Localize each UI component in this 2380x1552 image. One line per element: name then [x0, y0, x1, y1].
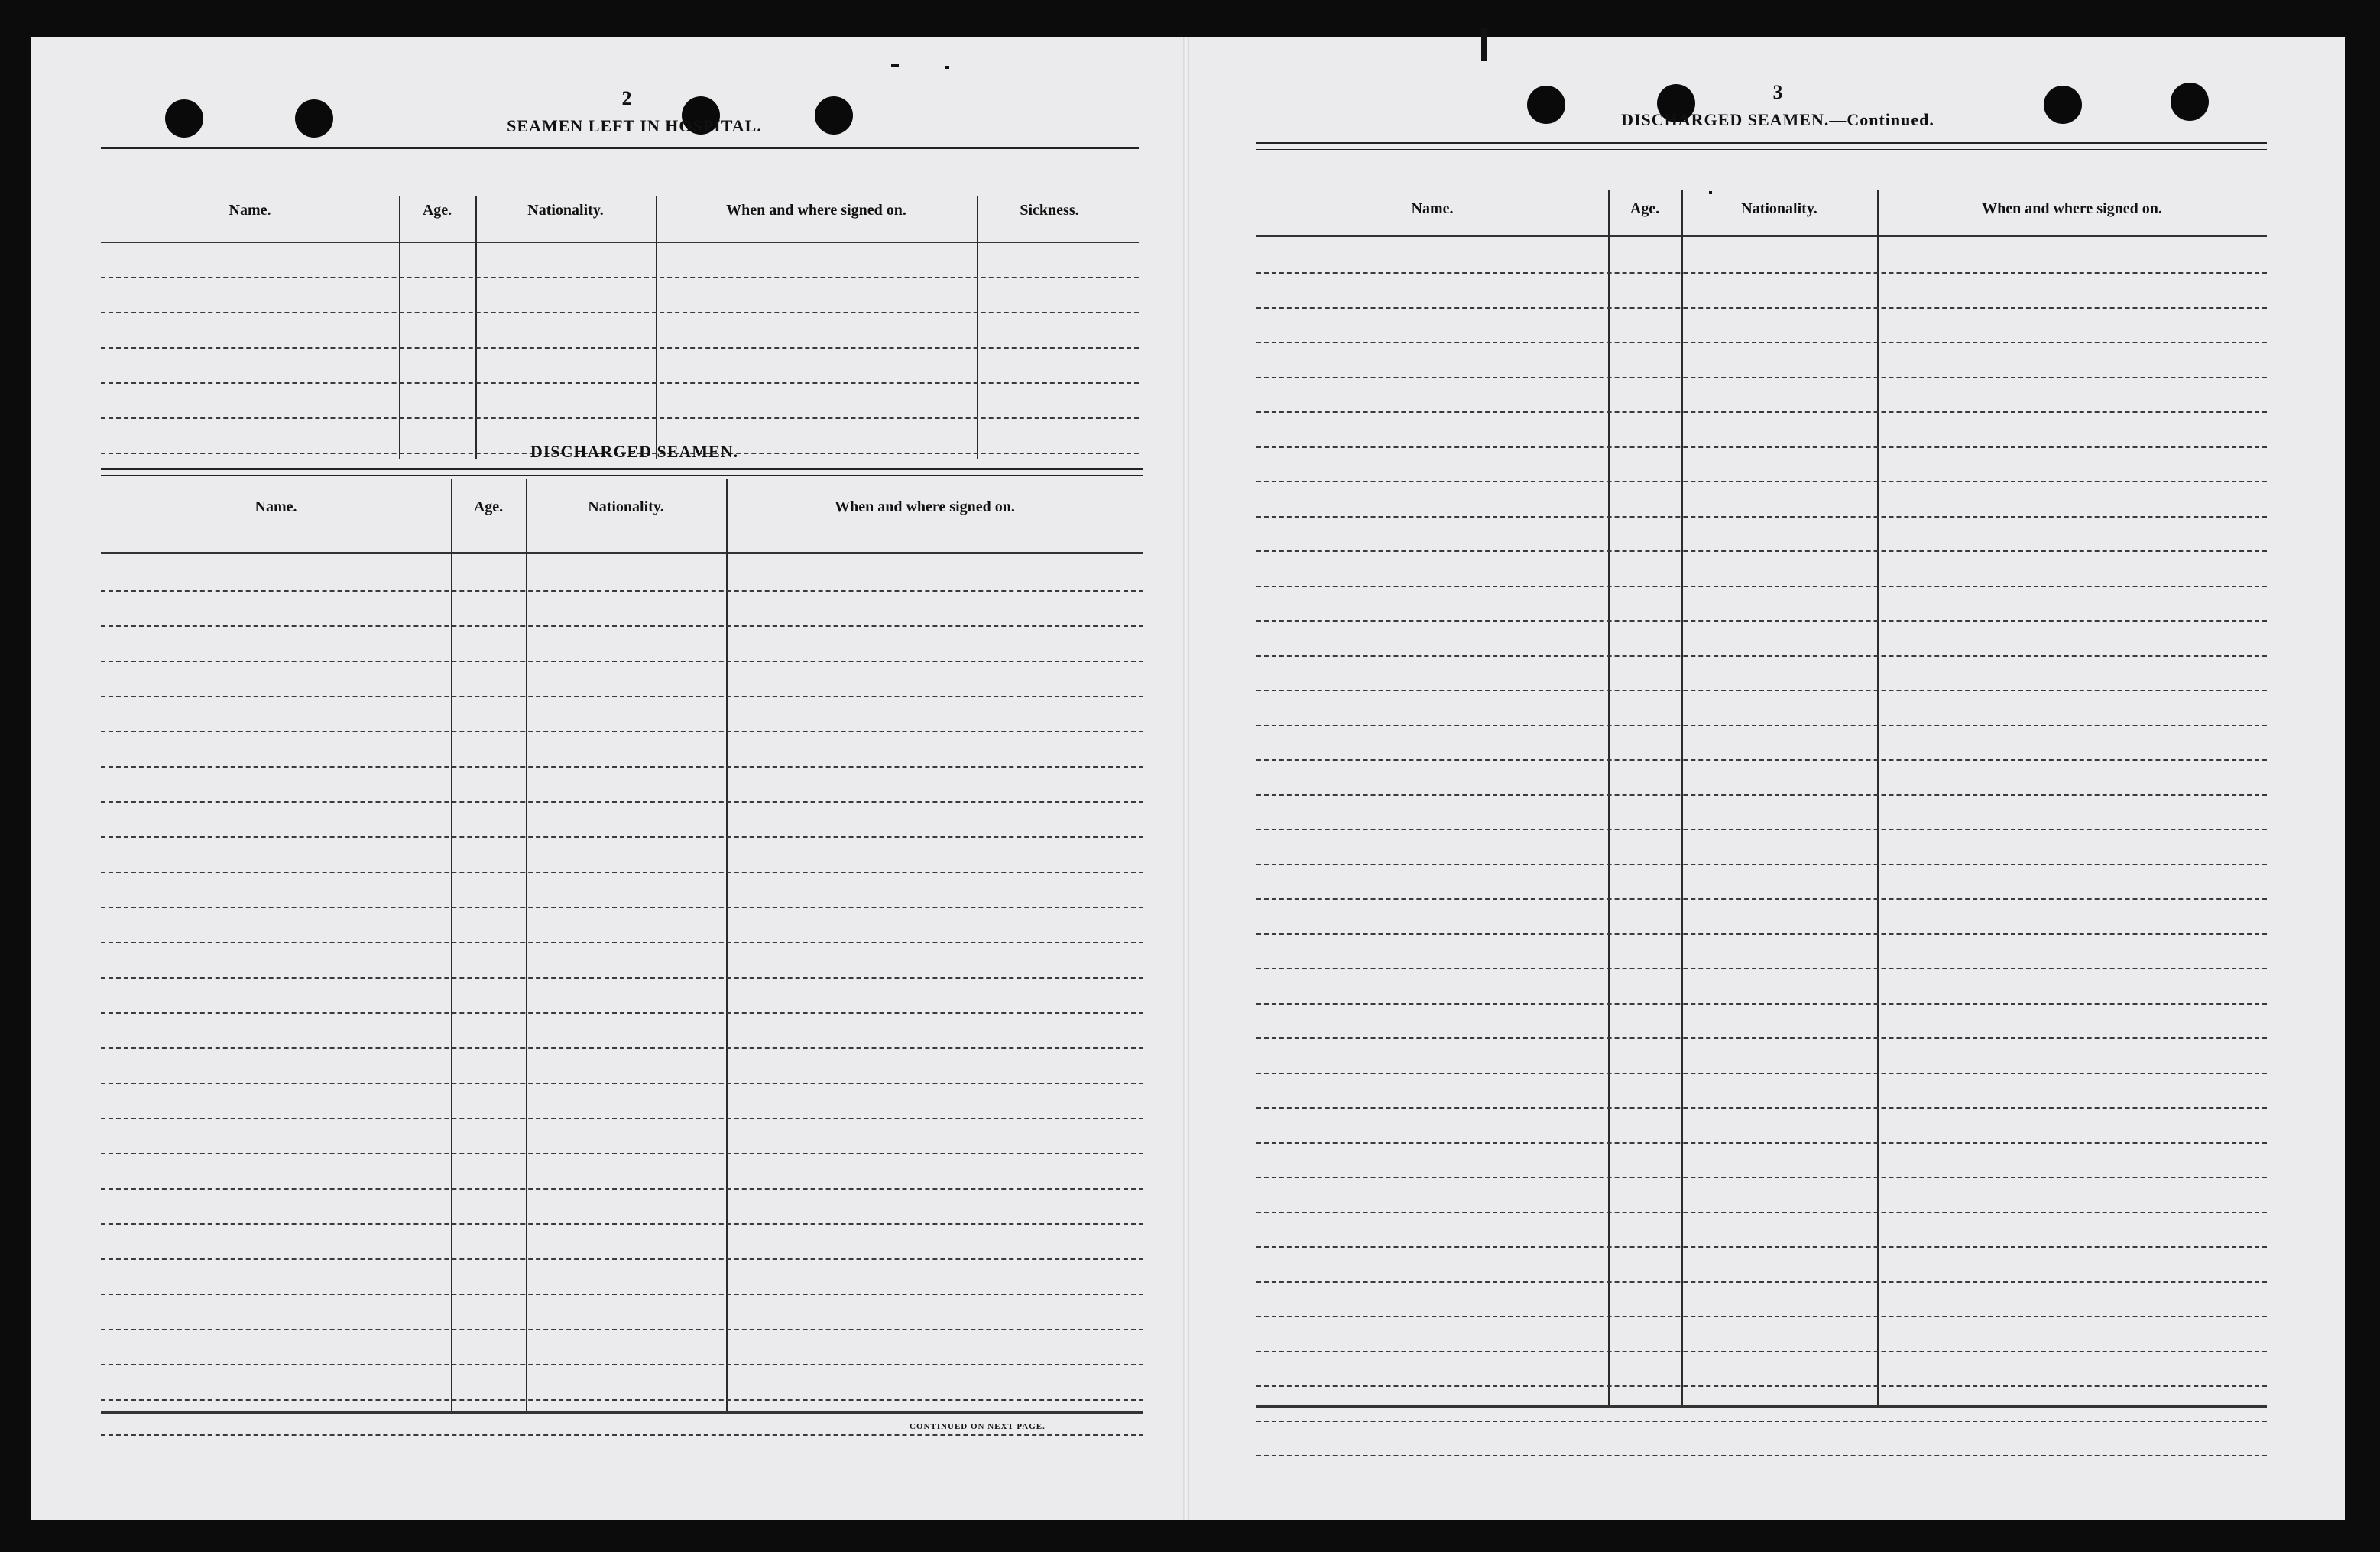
table-row: [101, 625, 1143, 627]
header-rule: [101, 242, 1139, 243]
column-header-age: Age.: [422, 202, 452, 219]
page-number: 3: [1772, 81, 1783, 103]
table-row: [1256, 968, 2267, 969]
table-row: [1256, 377, 2267, 378]
table-row: [1256, 481, 2267, 482]
column-divider: [1877, 190, 1879, 1405]
table-row: [1256, 1212, 2267, 1213]
table-row: [1256, 272, 2267, 274]
table-row: [1256, 307, 2267, 309]
table-bottom-rule: [101, 1411, 1143, 1414]
column-divider: [1608, 190, 1610, 1405]
table-row: [101, 766, 1143, 768]
hospital-section-title: SEAMEN LEFT IN HOSPITAL.: [507, 116, 762, 135]
column-divider: [977, 196, 978, 459]
column-header-sickness: Sickness.: [1020, 202, 1079, 219]
table-bottom-rule: [1256, 1405, 2267, 1408]
left-page: [31, 37, 1183, 1520]
table-row: [101, 277, 1139, 278]
punch-hole-icon: [2171, 83, 2209, 121]
column-header-nationality: Nationality.: [588, 498, 664, 515]
column-header-when-where: When and where signed on.: [726, 202, 906, 219]
continued-note: CONTINUED ON NEXT PAGE.: [910, 1422, 1046, 1431]
table-row: [101, 312, 1139, 313]
table-row: [1256, 1107, 2267, 1109]
page-fold: [1183, 37, 1189, 1520]
table-row: [101, 1047, 1143, 1049]
punch-hole-icon: [2044, 86, 2082, 124]
table-row: [101, 836, 1143, 838]
table-row: [101, 731, 1143, 732]
table-row: [1256, 342, 2267, 343]
table-row: [1256, 516, 2267, 518]
page-number: 2: [621, 87, 632, 109]
table-top-rule: [101, 468, 1143, 476]
punch-hole-icon: [165, 99, 203, 138]
table-row: [101, 1434, 1143, 1436]
table-row: [1256, 864, 2267, 865]
table-row: [1256, 898, 2267, 900]
table-row: [101, 1329, 1143, 1330]
table-row: [1256, 759, 2267, 761]
table-row: [1256, 1003, 2267, 1005]
hospital-table: [101, 147, 1139, 460]
punch-hole-icon: [1527, 86, 1565, 124]
table-row: [1256, 1385, 2267, 1387]
table-row: [101, 1188, 1143, 1190]
column-header-nationality: Nationality.: [1741, 200, 1817, 217]
column-divider: [399, 196, 400, 459]
ink-speck: [945, 66, 949, 69]
column-divider: [451, 479, 452, 1411]
table-row: [101, 872, 1143, 873]
column-header-age: Age.: [473, 498, 504, 515]
discharged-continued-section-title: DISCHARGED SEAMEN.—Continued.: [1621, 110, 1934, 129]
table-row: [101, 1012, 1143, 1014]
column-divider: [526, 479, 527, 1411]
ink-speck: [1481, 28, 1487, 61]
table-row: [101, 1118, 1143, 1119]
table-top-rule: [101, 147, 1139, 154]
column-divider: [656, 196, 657, 459]
table-row: [101, 347, 1139, 349]
table-row: [1256, 1421, 2267, 1422]
table-row: [101, 1258, 1143, 1260]
table-row: [101, 1223, 1143, 1225]
table-row: [101, 1364, 1143, 1365]
table-row: [101, 696, 1143, 697]
table-row: [101, 1294, 1143, 1295]
table-row: [101, 942, 1143, 943]
table-row: [1256, 1246, 2267, 1248]
table-row: [1256, 1316, 2267, 1317]
table-row: [1256, 586, 2267, 587]
table-row: [1256, 550, 2267, 552]
table-row: [101, 661, 1143, 662]
discharged-continued-table: [1256, 142, 2267, 1405]
column-header-nationality: Nationality.: [527, 202, 604, 219]
table-row: [1256, 1073, 2267, 1074]
table-row: [101, 907, 1143, 908]
column-divider: [475, 196, 477, 459]
table-row: [1256, 829, 2267, 830]
table-row: [101, 382, 1139, 384]
table-row: [101, 590, 1143, 592]
table-row: [1256, 655, 2267, 657]
column-divider: [726, 479, 728, 1411]
column-header-name: Name.: [255, 498, 297, 515]
table-row: [1256, 1177, 2267, 1178]
right-page: [1189, 37, 2345, 1520]
table-row: [101, 801, 1143, 803]
table-row: [101, 1153, 1143, 1154]
header-rule: [1256, 235, 2267, 237]
discharged-section-title: DISCHARGED SEAMEN.: [530, 442, 739, 461]
column-header-name: Name.: [229, 202, 271, 219]
table-row: [1256, 1281, 2267, 1283]
table-row: [1256, 1142, 2267, 1144]
header-rule: [101, 552, 1143, 554]
table-row: [1256, 1351, 2267, 1352]
table-row: [1256, 411, 2267, 413]
table-row: [101, 1399, 1143, 1401]
table-row: [1256, 933, 2267, 935]
table-row: [1256, 725, 2267, 726]
table-row: [101, 1083, 1143, 1084]
table-row: [1256, 690, 2267, 691]
column-divider: [1681, 190, 1683, 1405]
ink-speck: [891, 64, 899, 67]
column-header-age: Age.: [1629, 200, 1660, 217]
column-header-when-where: When and where signed on.: [835, 498, 1015, 515]
discharged-table: [101, 468, 1143, 1413]
table-row: [1256, 1037, 2267, 1039]
table-row: [1256, 620, 2267, 622]
table-row: [101, 417, 1139, 419]
column-header-when-where: When and where signed on.: [1982, 200, 2162, 217]
ink-speck: [1709, 191, 1712, 194]
table-row: [1256, 794, 2267, 796]
table-row: [101, 977, 1143, 979]
table-top-rule: [1256, 142, 2267, 150]
table-row: [1256, 446, 2267, 448]
column-header-name: Name.: [1411, 200, 1454, 217]
punch-hole-icon: [295, 99, 333, 138]
table-row: [1256, 1455, 2267, 1456]
